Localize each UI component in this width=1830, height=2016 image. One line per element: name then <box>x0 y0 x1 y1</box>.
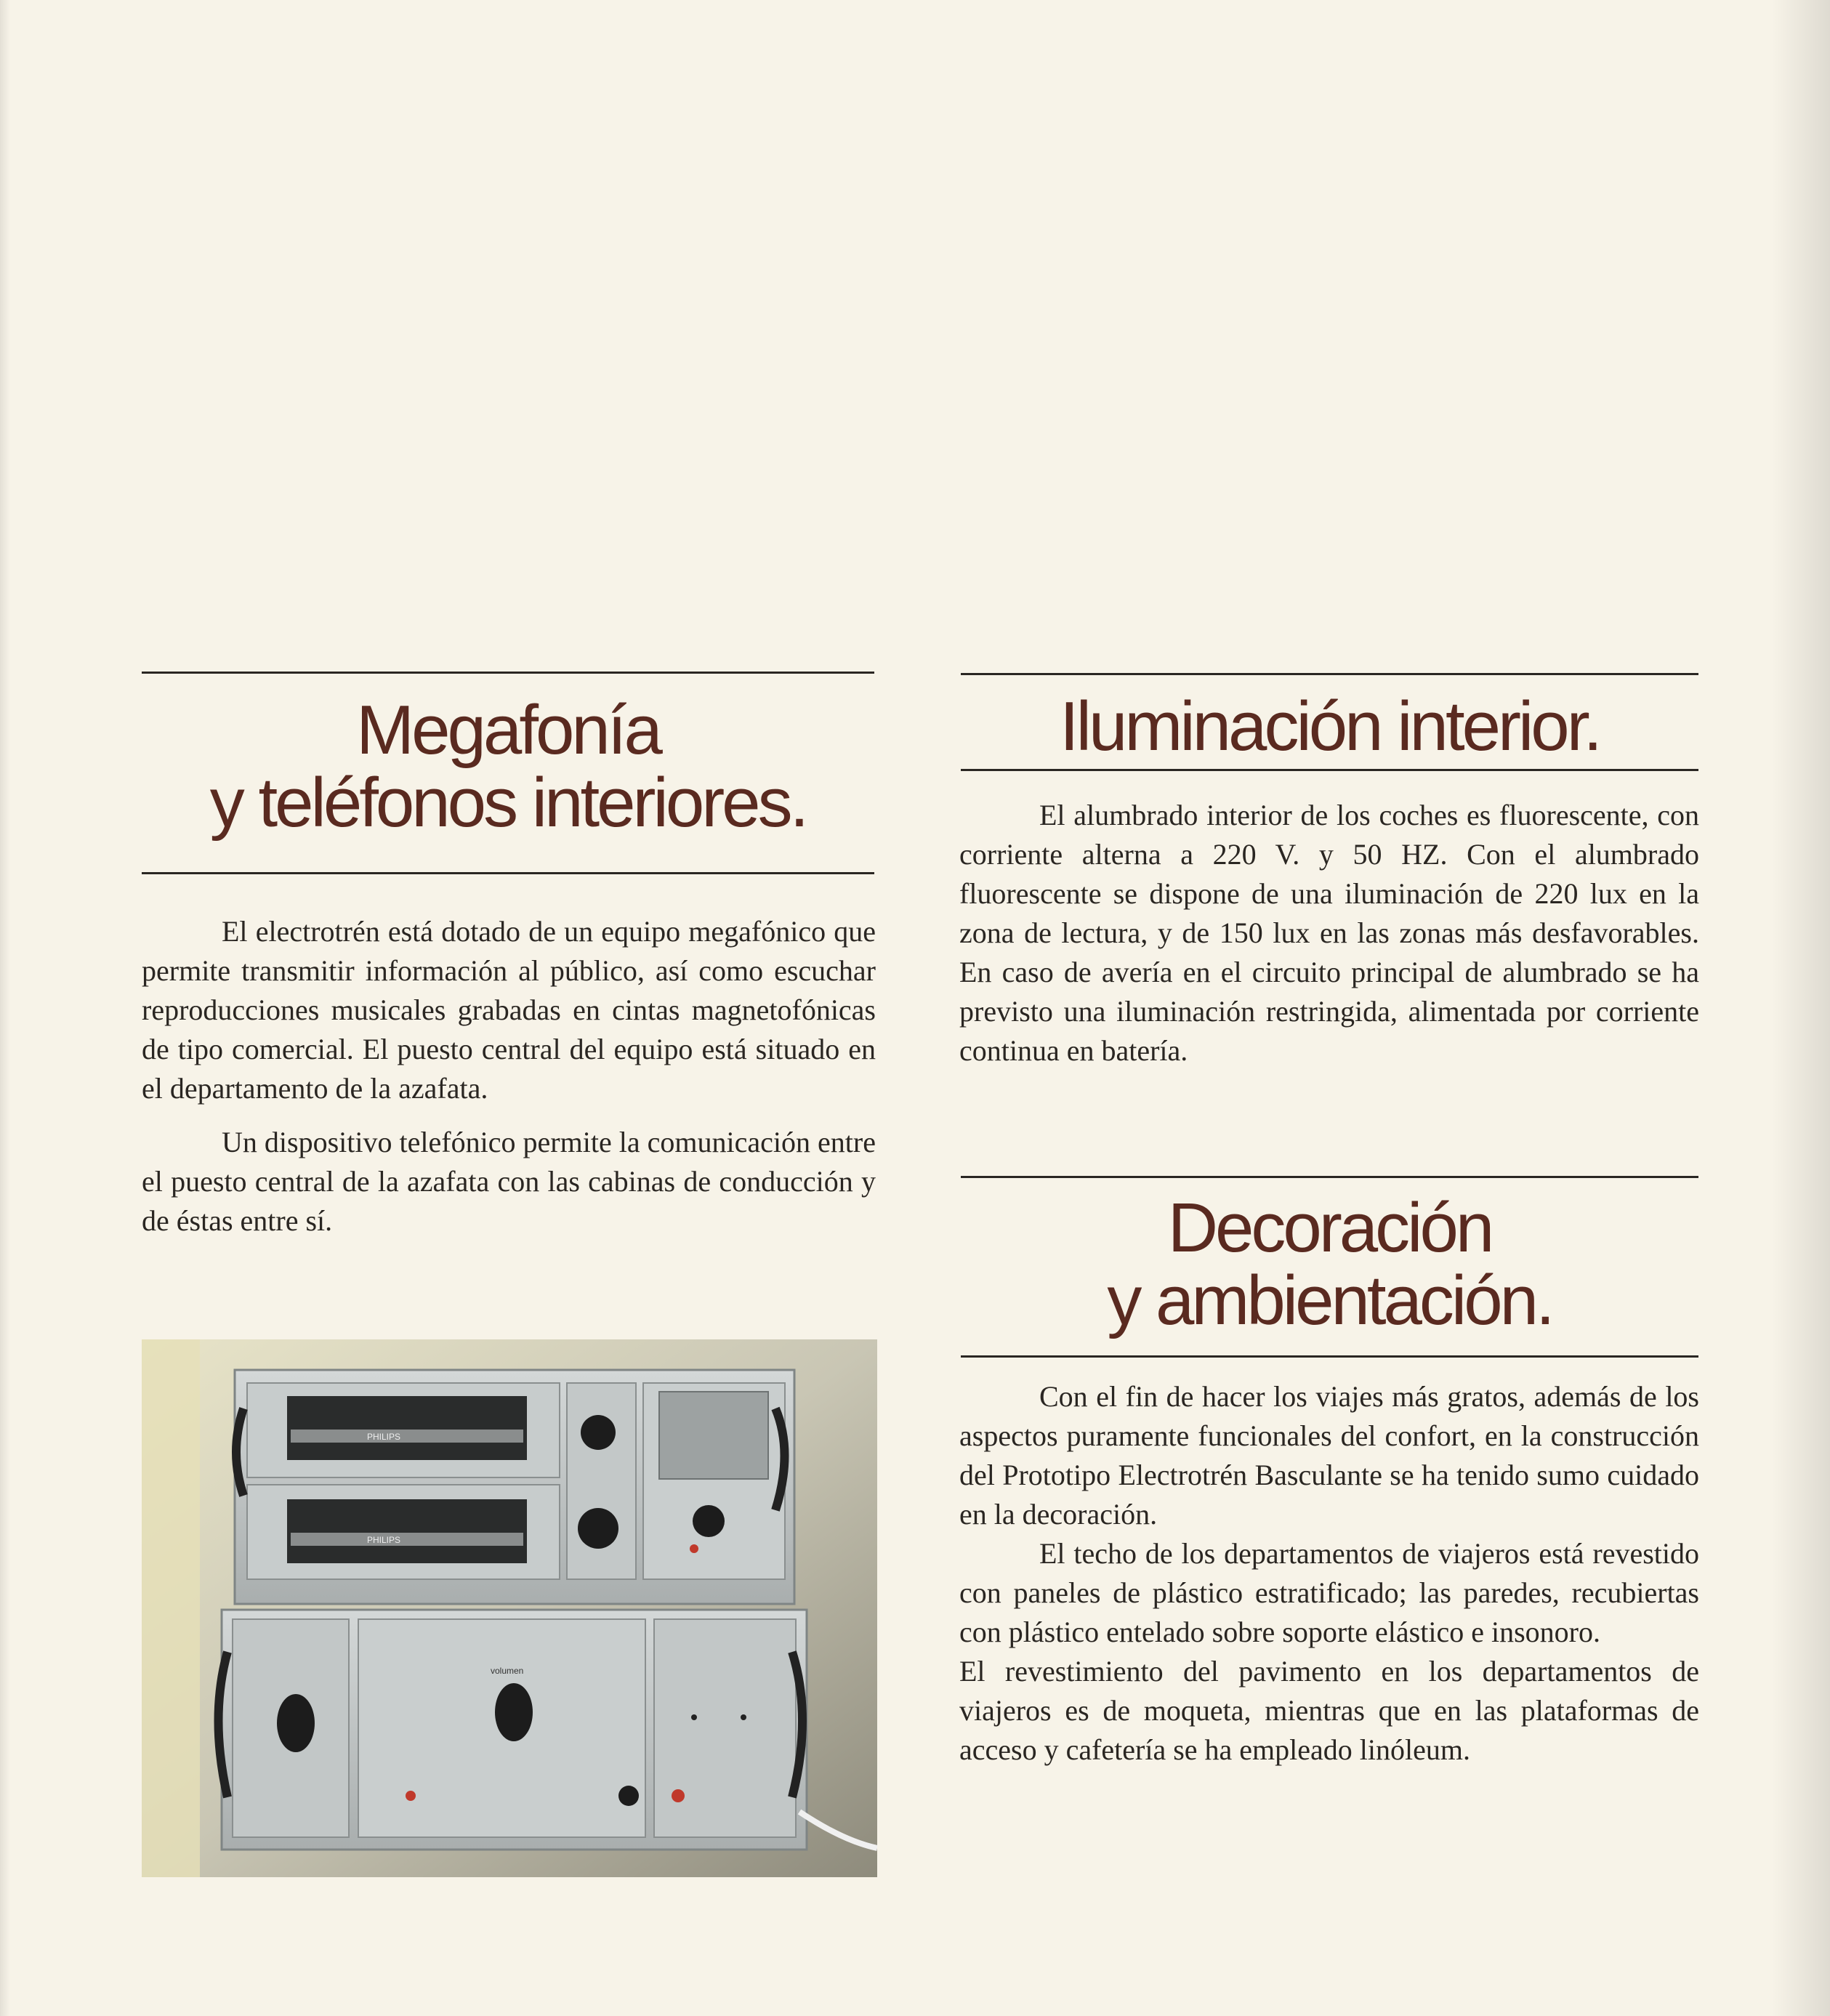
cassette-1-brand: PHILIPS <box>367 1432 401 1442</box>
right-top-rule <box>961 673 1698 675</box>
equipment-photo <box>142 1339 877 1877</box>
left-section-title <box>142 691 874 842</box>
left-body-text <box>142 912 876 1241</box>
iluminacion-title-bottom-rule <box>961 769 1698 771</box>
page-edge-shadow-left <box>0 0 10 2016</box>
decoracion-paragraph-3: El revestimiento del pavimento en los departamentos de viajeros es de moqueta, mientras que en las plataformas de acceso y cafetería se ha empleado linóleum. <box>959 1655 1699 1766</box>
megafonia-paragraph-2: Un dispositivo telefónico permite la comunicación entre el puesto central de la azafata con las cabinas de conducción y de éstas entre sí. <box>142 1126 876 1237</box>
iluminacion-paragraph-1: El alumbrado interior de los coches es fluorescente, con corriente alterna a 220 V. y 50 HZ. Con el alumbrado fluorescente se dispone de una iluminación de 220 lux en la zona de lectura, y de 150 lux en las zonas más desfavorables. En caso de avería en el circuito principal de alumbrado se ha previsto una iluminación restringida, alimentada por corriente continua en batería. <box>959 799 1699 1067</box>
decoracion-title-line1: Decoración <box>1167 1189 1492 1267</box>
decoracion-paragraph-1: Con el fin de hacer los viajes más gratos, además de los aspectos puramente funcionales del confort, en la construcción del Prototipo Electrotrén Basculante se ha tenido sumo cuidado en la decoración. <box>959 1380 1699 1531</box>
decoracion-paragraph-2: El techo de los departamentos de viajeros está revestido con paneles de plástico estratificado; las paredes, recubiertas con plástico entelado sobre soporte elástico e insonoro. <box>959 1537 1699 1648</box>
left-top-rule <box>142 672 874 674</box>
left-title-bottom-rule <box>142 872 874 874</box>
volume-label: volumen <box>491 1666 524 1676</box>
left-title-line1: Megafonía <box>356 691 660 769</box>
decoracion-title-line2: y ambientación. <box>1107 1262 1552 1339</box>
decoracion-body-text <box>959 1377 1699 1770</box>
iluminacion-title <box>961 690 1698 763</box>
decoracion-top-rule <box>961 1176 1698 1178</box>
decoracion-title-bottom-rule <box>961 1355 1698 1358</box>
decoracion-title <box>961 1189 1698 1339</box>
megafonia-paragraph-1: El electrotrén está dotado de un equipo megafónico que permite transmitir información al público, así como escuchar reproducciones musicales grabadas en cintas magnetofónicas de tipo comercial. El puesto central del equipo está situado en el departamento de la azafata. <box>142 915 876 1105</box>
iluminacion-body-text <box>959 796 1699 1071</box>
page-edge-shadow-right <box>1772 0 1830 2016</box>
iluminacion-title-text: Iluminación interior. <box>1059 688 1600 765</box>
cassette-2-brand: PHILIPS <box>367 1535 401 1545</box>
left-title-line2: y teléfonos interiores. <box>209 764 807 842</box>
equipment-photo-graphic <box>142 1339 877 1877</box>
